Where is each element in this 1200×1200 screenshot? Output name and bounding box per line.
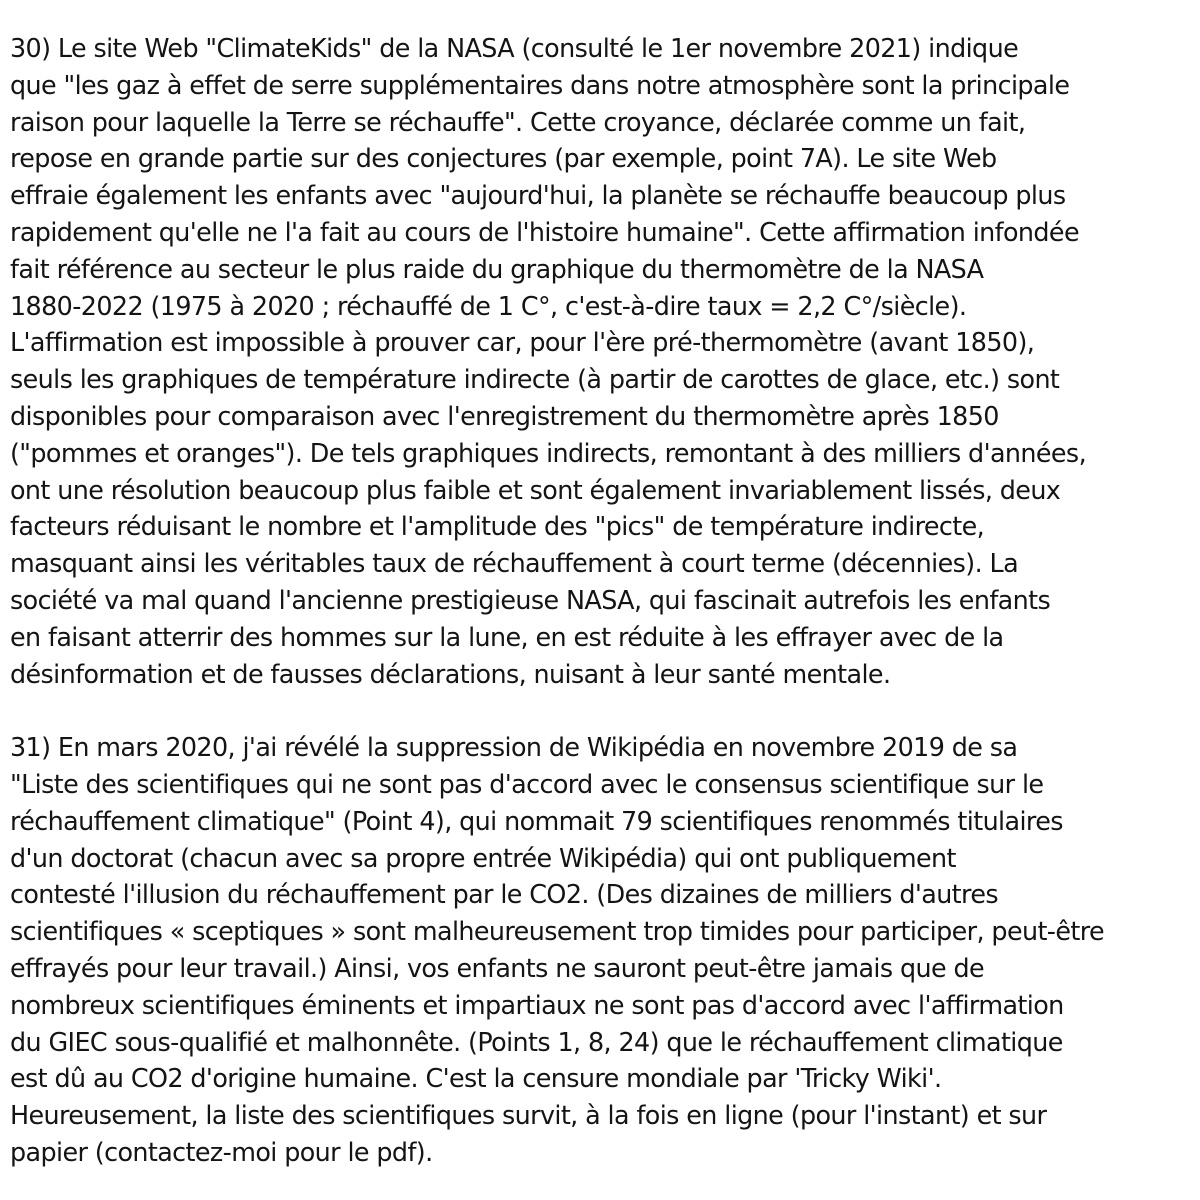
text-line: papier (contactez-moi pour le pdf). — [10, 1136, 433, 1167]
text-line: 31) En mars 2020, j'ai révélé la suppression de Wikipédia en novembre 2019 de sa — [10, 732, 1018, 763]
text-line: contesté l'illusion du réchauffement par le CO2. (Des dizaines de milliers d'autres — [10, 879, 998, 910]
text-line: seuls les graphiques de température indirecte (à partir de carottes de glace, etc.) sont — [10, 364, 1060, 395]
text-line: fait référence au secteur le plus raide du graphique du thermomètre de la NASA — [10, 253, 984, 284]
paragraph-gap — [10, 692, 1195, 729]
text-line: que "les gaz à effet de serre supplémentaires dans notre atmosphère sont la principale — [10, 69, 1070, 100]
text-line: ("pommes et oranges"). De tels graphiques indirects, remontant à des milliers d'années, — [10, 437, 1087, 468]
text-line: repose en grande partie sur des conjectures (par exemple, point 7A). Le site Web — [10, 143, 997, 174]
text-line: disponibles pour comparaison avec l'enregistrement du thermomètre après 1850 — [10, 400, 999, 431]
text-line: Heureusement, la liste des scientifiques survit, à la fois en ligne (pour l'instant) et sur — [10, 1100, 1047, 1131]
text-line: effraie également les enfants avec "aujourd'hui, la planète se réchauffe beaucoup plus — [10, 180, 1066, 211]
text-line: est dû au CO2 d'origine humaine. C'est la censure mondiale par 'Tricky Wiki'. — [10, 1063, 942, 1094]
text-line: 1880-2022 (1975 à 2020 ; réchauffé de 1 C°, c'est-à-dire taux = 2,2 C°/siècle). — [10, 290, 967, 321]
text-body — [10, 30, 1195, 1171]
text-line: nombreux scientifiques éminents et impartiaux ne sont pas d'accord avec l'affirmation — [10, 989, 1064, 1020]
text-line: scientifiques « sceptiques » sont malheureusement trop timides pour participer, peut-être — [10, 916, 1105, 947]
text-line: du GIEC sous-qualifié et malhonnête. (Points 1, 8, 24) que le réchauffement climatique — [10, 1026, 1063, 1057]
text-line: "Liste des scientifiques qui ne sont pas d'accord avec le consensus scientifique sur le — [10, 768, 1044, 799]
text-line: désinformation et de fausses déclarations, nuisant à leur santé mentale. — [10, 658, 891, 689]
paragraph-30 — [10, 30, 1195, 692]
text-line: effrayés pour leur travail.) Ainsi, vos enfants ne sauront peut-être jamais que de — [10, 952, 985, 983]
text-line: facteurs réduisant le nombre et l'amplitude des "pics" de température indirecte, — [10, 511, 985, 542]
text-line: ont une résolution beaucoup plus faible et sont également invariablement lissés, deux — [10, 474, 1061, 505]
text-line: réchauffement climatique" (Point 4), qui nommait 79 scientifiques renommés titulaires — [10, 805, 1063, 836]
text-line: raison pour laquelle la Terre se réchauffe". Cette croyance, déclarée comme un fait, — [10, 106, 1026, 137]
text-line: société va mal quand l'ancienne prestigieuse NASA, qui fascinait autrefois les enfants — [10, 584, 1051, 615]
text-line: L'affirmation est impossible à prouver car, pour l'ère pré-thermomètre (avant 1850), — [10, 327, 1035, 358]
text-line: en faisant atterrir des hommes sur la lune, en est réduite à les effrayer avec de la — [10, 621, 1004, 652]
text-line: d'un doctorat (chacun avec sa propre entrée Wikipédia) qui ont publiquement — [10, 842, 956, 873]
text-line: rapidement qu'elle ne l'a fait au cours de l'histoire humaine". Cette affirmation infondée — [10, 216, 1079, 247]
text-line: masquant ainsi les véritables taux de réchauffement à court terme (décennies). La — [10, 548, 1019, 579]
text-line: 30) Le site Web "ClimateKids" de la NASA (consulté le 1er novembre 2021) indique — [10, 33, 1019, 63]
paragraph-31 — [10, 729, 1195, 1171]
